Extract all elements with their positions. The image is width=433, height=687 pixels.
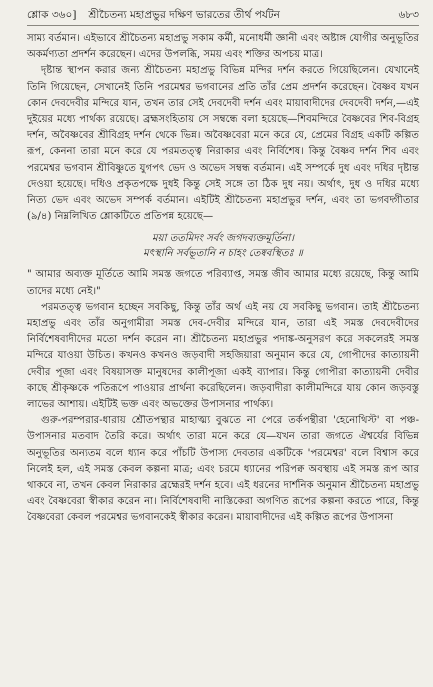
paragraph: সাম্য বর্তমান। এইভাবে শ্রীচৈতন্য মহাপ্রভু সকাম কর্মী, মনোধর্মী জ্ঞানী এবং অষ্টাঙ্গ যোগীর অনুভূতির অকর্মণ্যতা প্রদর্শন করেছেন। এদের উপলব্ধি, সময় এবং শক্তির অপচয় মাত্র। [27,33,419,61]
paragraph: গুরু-পরম্পরার-ধারায় শ্রৌতপন্থার মাহাত্ম্য বুঝতে না পেরে তর্কপন্থীরা 'হেনোথিস্ট' বা পঞ্চ-উপাসনার মতবাদ তৈরি করে। অর্থাৎ তারা মনে করে যে—যখন তারা জগতে ঐশ্বর্যের বিভিন্ন অনুভূতির অন্যতম বলে ধ্যান করে পাঁচটি উপাস্য দেবতার একটিকে 'পরমেশ্বর' বলে বিশ্বাস করে নিলেই হল, এই সমস্ত কেবল কল্পনা মাত্র; এবং চরমে ধ্যানের পরিপক্ব অবস্থায় এই সমস্ত রূপ আর থাকবে না, তখন কেবল নিরাকার ব্রহ্মেরই দর্শন হবে। এই ধরনের দার্শনিক অনুমান শ্রীচৈতন্য মহাপ্রভু এবং বৈষ্ণবেরা স্বীকার করেন না। নির্বিশেষবাদী নাস্তিকেরা অগণিত রূপের কল্পনা করতে পারে, কিন্তু বৈষ্ণবেরা কেবল পরমেশ্বর ভগবানকেই স্বীকার করেন। মায়াবাদীদের এই কল্পিত রূপের উপাসনা [27,415,419,524]
verse-reference: শ্লোক ৩৬০] [27,9,77,21]
verse-line: মৎস্থানি সর্বভূতানি ন চাহং তেষ্ববস্থিতঃ ॥ [143,248,303,260]
page-body [27,31,419,527]
page-number: ৬৮৩ [398,9,419,21]
verse-line: ময়া ততমিদং সর্বং জগদব্যক্তমূর্তিনা। [152,233,294,245]
page-header [27,4,419,26]
sanskrit-verse [27,231,419,261]
translation-quote: " আমার অব্যক্ত মূর্তিতে আমি সমস্ত জগতে পরিব্যাপ্ত, সমস্ত জীব আমার মধ্যে রয়েছে, কিন্তু আমি তাদের মধ্যে নেই।" [27,269,419,297]
paragraph: পরমতত্ত্ব ভগবান হচ্ছেন সবকিছু, কিন্তু তাঁর অর্থ এই নয় যে সবকিছু ভগবান। তাই শ্রীচৈতন্য মহাপ্রভু এবং তাঁর অনুগামীরা সমস্ত দেব-দেবীর মন্দিরে যান, তারা এই সমস্ত দেবদেবীদের নির্বিশেষবাদীদের মতো দর্শন করেন না। শ্রীচৈতন্য মহাপ্রভুর পদাঙ্ক-অনুসরণ করে সকলেরই সমস্ত মন্দিরে যাওয়া উচিত। কখনও কখনও জড়বাদী সহজিয়ারা অনুমান করে যে, গোপীদের কাত্যায়নী দেবীর পূজা এবং বিষয়াসক্ত মানুষদের কালীপূজা একই ব্যাপার। কিন্তু গোপীরা কাত্যায়নী দেবীর কাছে শ্রীকৃষ্ণকে পতিরূপে পাওয়ার প্রার্থনা করেছিলেন। জড়বাদীরা কালীমন্দিরে যায় কোন জড়বস্তু লাভের আশায়। এইটিই ভক্ত এবং অভক্তের উপাসনার পার্থক্য। [27,301,419,411]
paragraph: দৃষ্টান্ত স্থাপন করার জন্য শ্রীচৈতন্য মহাপ্রভু বিভিন্ন মন্দির দর্শন করতে গিয়েছিলেন। যেখানেই তিনি গিয়েছেন, সেখানেই তিনি পরমেশ্বর ভগবানের প্রতি তাঁর প্রেম প্রদর্শন করেছেন। বৈষ্ণব যখন কোন দেবদেবীর মন্দিরে যান, তখন তার সেই দেবদেবী দর্শন এবং মায়াবাদীদের দেবদেবী দর্শন,—এই দুইয়ের মধ্যে পার্থক্য রয়েছে। ব্রহ্মসংহিতায় সে সম্বন্ধে বলা হয়েছে—শিবমন্দিরে বৈষ্ণবের শিব-বিগ্রহ দর্শন, অবৈষ্ণবের শ্রীবিগ্রহ দর্শন থেকে ভিন্ন। অবৈষ্ণবেরা মনে করে যে, প্রেমের বিগ্রহ একটি কল্পিত রূপ, কেননা তারা মনে করে যে পরমতত্ত্ব নিরাকার এবং নির্বিশেষ। কিন্তু বৈষ্ণব দর্শন শিব এবং পরমেশ্বর ভগবান শ্রীবিষ্ণুতে যুগপৎ ভেদ ও অভেদ সম্বন্ধ বর্তমান। এই সম্পর্কে দুধ এবং দধির দৃষ্টান্ত দেওয়া হয়েছে। দধিও প্রকৃতপক্ষে দুধই কিন্তু সেই সঙ্গে তা ঠিক দুধ নয়। অর্থাৎ, দুধ ও দধির মধ্যে নিত্য ভেদ এবং অভেদ সম্পর্ক বর্তমান। এইটিই শ্রীচৈতন্য মহাপ্রভুর দর্শন, এবং তা ভগবদ্গীতার (৯/৪) নিম্নলিখিত শ্লোকটিতে প্রতিপন্ন হয়েছে— [27,65,419,223]
running-title: শ্রীচৈতন্য মহাপ্রভুর দক্ষিণ ভারতের তীর্থ পর্যটন [88,9,280,21]
header-left [27,8,280,22]
